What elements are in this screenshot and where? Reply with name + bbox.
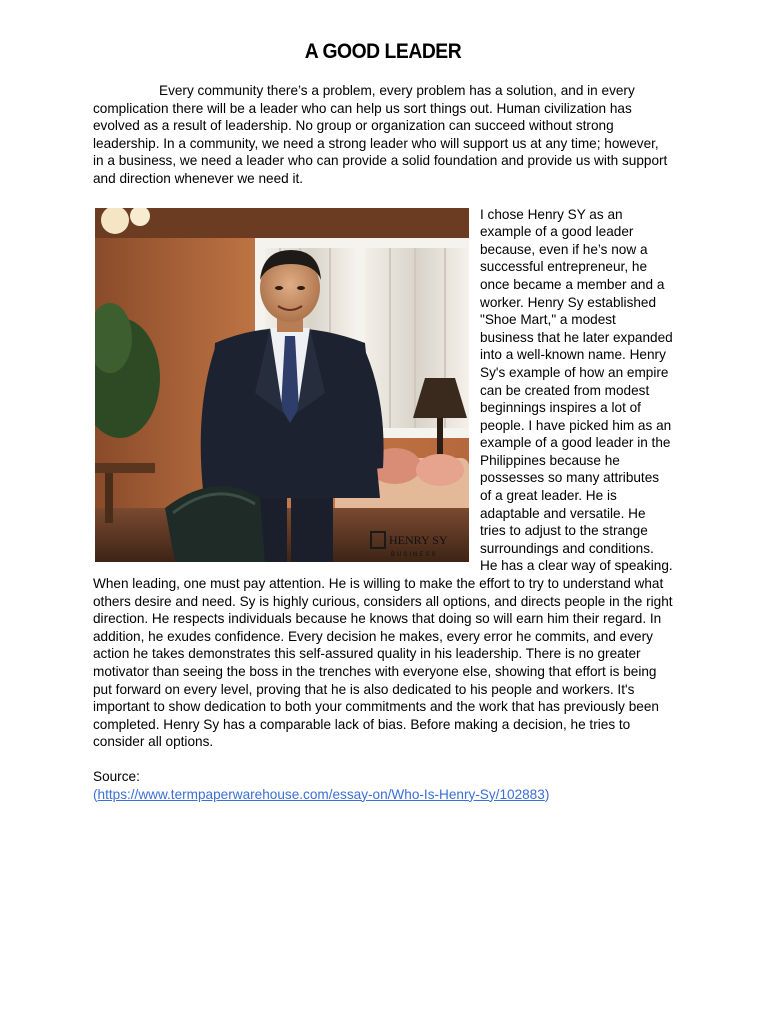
- source-link[interactable]: https://www.termpaperwarehouse.com/essay-on/Who-Is-Henry-Sy/102883: [97, 786, 545, 802]
- photo-caption-name: HENRY SY: [389, 532, 448, 547]
- henry-sy-photo: [95, 208, 469, 562]
- source-open-paren: (: [93, 786, 98, 802]
- source-block: [93, 768, 673, 803]
- document-page: [93, 40, 673, 803]
- photo-illustration: [95, 208, 469, 562]
- intro-paragraph: Every community there’s a problem, every problem has a solution, and in every complication there will be a leader who can help us sort things out. Human civilization has evolved as a result of leadership. No group or organization can succeed without strong leadership. In a community, we need a strong leader who will support us at any time; however, in a business, we need a leader who can provide a solid foundation and provide us with support and direction whenever we need it.: [93, 83, 668, 186]
- source-close-paren: ): [544, 786, 550, 802]
- source-line: [93, 786, 673, 804]
- document-title: A GOOD LEADER: [304, 40, 462, 63]
- body-section: [93, 206, 673, 751]
- body-paragraph: I chose Henry SY as an example of a good leader because, even if he’s now a successful entrepreneur, he once became a member and a worker. Henry Sy established "Shoe Mart," a modest business that he later expanded into a well-known name. Henry Sy's example of how an empire can be created from modest beginnings inspires a lot of people. I have picked him as an example of a good leader in the Philippines because he possesses so many attributes of a great leader. He is adaptable and versatile. He tries to adjust to the strange surroundings and conditions. He has a clear way of speaking. When leading, one must pay attention. He is willing to make the effort to try to understand what others desire and need. Sy is highly curious, considers all options, and directs people in the right direction. He respects individuals because he knows that doing so will earn him their regard. In addition, he exudes confidence. Every decision he makes, every error he commits, and every action he takes demonstrates this self-assured quality in his leadership. There is no greater motivator than seeing the boss in the trenches with everyone else, showing that effort is being put forward on every level, proving that he is also dedicated to his people and workers. It's important to show dedication to both your commitments and the work that has previously been completed. Henry Sy has a comparable lack of bias. Before making a decision, he tries to consider all options.: [93, 206, 673, 750]
- photo-caption-sub: BUSINESS: [391, 551, 438, 558]
- source-label: Source:: [93, 768, 140, 784]
